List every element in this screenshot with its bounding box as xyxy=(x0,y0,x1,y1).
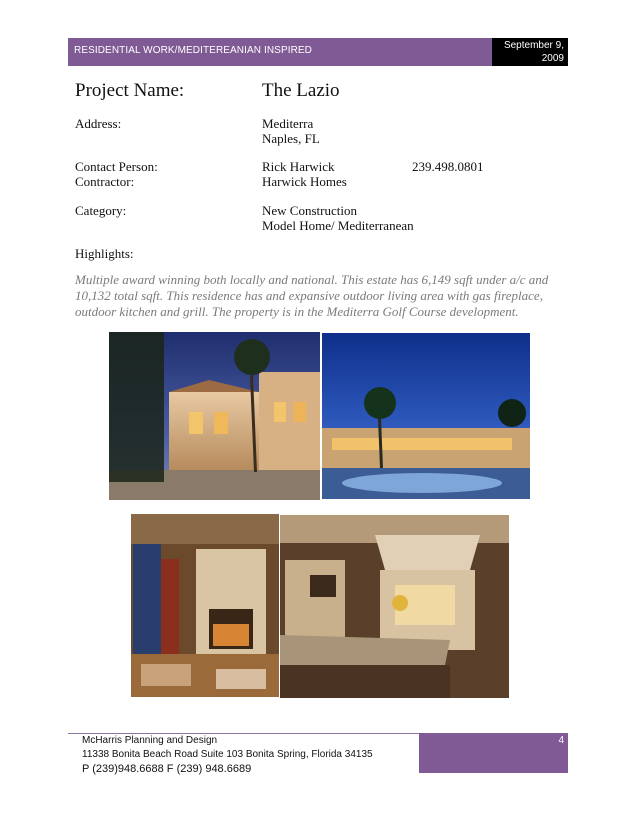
footer-company: McHarris Planning and Design xyxy=(82,735,218,746)
great-room-photo xyxy=(131,514,279,697)
project-name-label: Project Name: xyxy=(75,80,185,101)
contact-phone: 239.498.0801 xyxy=(412,159,484,174)
address-label: Address: xyxy=(75,116,122,131)
footer-phones: P (239)948.6688 F (239) 948.6689 xyxy=(82,763,252,775)
header-date-line2: 2009 xyxy=(541,53,564,64)
highlights-text: Multiple award winning both locally and national. This estate has 6,149 sqft under a/c and 10,132 total sqft. This residence has and expansive outdoor living area with gas fireplace, outdoor kitchen and grill. The property is in the Mediterra Golf Course development. xyxy=(75,272,549,319)
category-line2: Model Home/ Mediterranean xyxy=(262,218,414,233)
address-line2: Naples, FL xyxy=(262,131,320,146)
header-date-line1: September 9, xyxy=(503,40,564,51)
kitchen-photo xyxy=(280,515,509,698)
header-date xyxy=(492,38,564,67)
exterior-pool-photo xyxy=(322,333,530,499)
contractor-label: Contractor: xyxy=(75,174,135,189)
contractor-value: Harwick Homes xyxy=(262,174,347,189)
address-line1: Mediterra xyxy=(262,116,314,131)
highlights-label: Highlights: xyxy=(75,246,134,261)
page-number: 4 xyxy=(558,735,564,746)
exterior-front-photo xyxy=(109,332,320,500)
project-name-value: The Lazio xyxy=(262,80,340,101)
category-line1: New Construction xyxy=(262,203,357,218)
contact-value: Rick Harwick xyxy=(262,159,335,174)
contact-label: Contact Person: xyxy=(75,159,158,174)
footer-address: 11338 Bonita Beach Road Suite 103 Bonita Spring, Florida 34135 xyxy=(82,749,373,760)
header-title: RESIDENTIAL WORK/MEDITEREANIAN INSPIRED xyxy=(74,45,313,56)
category-label: Category: xyxy=(75,203,127,218)
